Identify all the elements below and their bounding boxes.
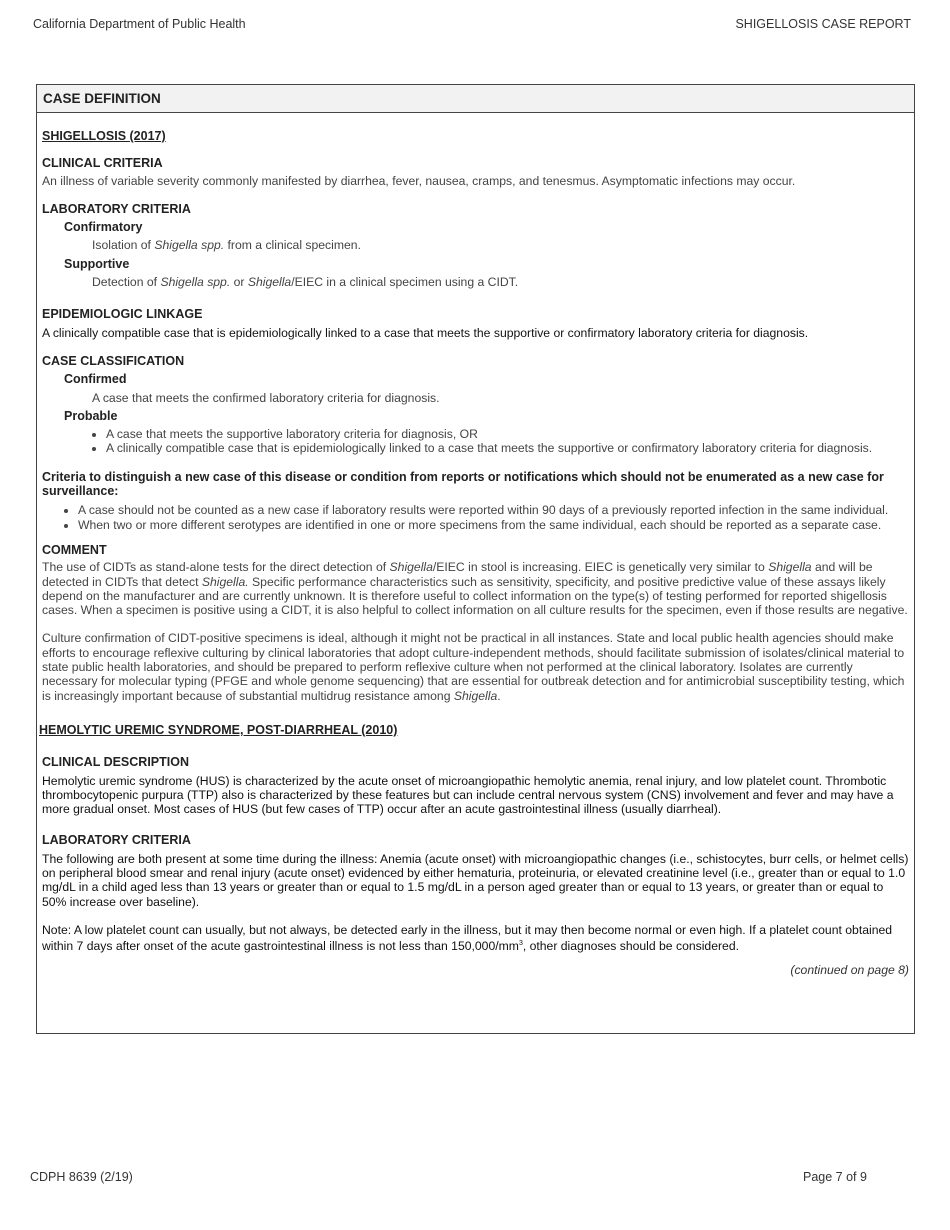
clinical-criteria-heading: CLINICAL CRITERIA: [42, 156, 163, 171]
form-number: CDPH 8639 (2/19): [30, 1170, 133, 1184]
list-item: • A case that meets the supportive laboratory criteria for diagnosis, OR: [106, 427, 909, 441]
clinical-description-heading: CLINICAL DESCRIPTION: [42, 755, 189, 770]
supportive-text: Detection of Shigella spp. or Shigella/EIEC in a clinical specimen using a CIDT.: [92, 275, 519, 290]
probable-list: [42, 427, 909, 456]
confirmed-heading: Confirmed: [64, 372, 127, 387]
list-item: • A case should not be counted as a new case if laboratory results were reported within 90 days of a previously reported infection in the same individual.: [78, 503, 909, 517]
list-item: • A clinically compatible case that is epidemiologically linked to a case that meets the supportive or confirmatory laboratory criteria for diagnosis.: [106, 441, 909, 455]
confirmatory-text: Isolation of Shigella spp. from a clinical specimen.: [92, 238, 361, 253]
section-title-hus: HEMOLYTIC UREMIC SYNDROME, POST-DIARRHEAL (2010): [39, 722, 398, 737]
box-content: [37, 129, 914, 977]
epi-linkage-text: A clinically compatible case that is epidemiologically linked to a case that meets the supportive or confirmatory laboratory criteria for diagnosis.: [42, 325, 809, 340]
new-case-criteria-heading: Criteria to distinguish a new case of this disease or condition from reports or notifications which should not be enumerated as a new case for surveillance:: [42, 469, 884, 499]
confirmatory-heading: Confirmatory: [64, 220, 143, 235]
hus-lab-criteria-text: The following are both present at some time during the illness: Anemia (acute onset) with microangiopathic changes (i.e., schistocytes, burr cells, or helmet cells) on peripheral blood smear and renal injury (acute onset) evidenced by either hematuria, proteinuria, or elevated creatinine level (i.e., greater than or equal to 1.0 mg/dL in a child aged less than 13 years or greater than or equal to 1.5 mg/dL in a person aged greater than or equal to 13 years, or greater than or equal to 50% increase over baseline).: [42, 851, 909, 909]
clinical-criteria-text: An illness of variable severity commonly manifested by diarrhea, fever, nausea, cramps, and tenesmus. Asymptomatic infections may occur.: [42, 173, 796, 188]
probable-heading: Probable: [64, 408, 118, 423]
supportive-heading: Supportive: [64, 256, 130, 271]
hus-lab-criteria-heading: LABORATORY CRITERIA: [42, 833, 191, 848]
header-agency: California Department of Public Health: [33, 17, 246, 31]
box-title: CASE DEFINITION: [37, 85, 914, 113]
comment-heading: COMMENT: [42, 542, 107, 557]
confirmed-text: A case that meets the confirmed laboratory criteria for diagnosis.: [92, 390, 440, 405]
case-definition-box: [36, 84, 915, 1034]
clinical-description-text: Hemolytic uremic syndrome (HUS) is characterized by the acute onset of microangiopathic hemolytic anemia, renal injury, and low platelet count. Thrombotic thrombocytopenic purpura (TTP) also is characterized by these features but can include central nervous system (CNS) involvement and fever and may have a more gradual onset. Most cases of HUS (but few cases of TTP) occur after an acute gastrointestinal illness (usually diarrheal).: [42, 773, 894, 817]
case-classification-heading: CASE CLASSIFICATION: [42, 353, 185, 368]
epi-linkage-heading: EPIDEMIOLOGIC LINKAGE: [42, 307, 203, 322]
new-case-criteria-list: [42, 503, 909, 532]
header-report-title: SHIGELLOSIS CASE REPORT: [735, 17, 911, 31]
section-title-shigellosis: SHIGELLOSIS (2017): [42, 129, 166, 143]
page-number: Page 7 of 9: [803, 1170, 867, 1184]
continued-note: (continued on page 8): [790, 962, 909, 977]
comment-paragraph-1: The use of CIDTs as stand-alone tests for the direct detection of Shigella/EIEC in stool is increasing. EIEC is genetically very similar to Shigella and will be detected in CIDTs that detect Shigella. Specific performance characteristics such as sensitivity, specificity, and positive predictive value of these assays likely depend on the manufacturer and are currently unknown. It is therefore useful to collect information on the type(s) of testing performed for reported shigellosis cases. When a specimen is positive using a CIDT, it is also helpful to collect information on all culture results for the specimen, even if those results are negative.: [42, 560, 908, 618]
platelet-note: Note: A low platelet count can usually, but not always, be detected early in the illness, but it may then become normal or even high. If a platelet count obtained within 7 days after onset of the acute gastrointestinal illness is not less than $150,000/mm^3$, other diagnoses should be considered.: [42, 922, 893, 954]
list-item: • When two or more different serotypes are identified in one or more specimens from the same individual, each should be reported as a separate case.: [78, 518, 909, 532]
comment-paragraph-2: Culture confirmation of CIDT-positive specimens is ideal, although it might not be practical in all instances. State and local public health agencies should make efforts to encourage reflexive culturing by clinical laboratories that adopt culture-independent methods, should facilitate submission of isolates/clinical material to state public health laboratories, and should be prepared to perform reflexive culture when not performed at the clinical laboratory. Isolates are currently necessary for molecular typing (PFGE and whole genome sequencing) that are essential for outbreak detection and for antimicrobial susceptibility testing, which is increasingly important because of substantial multidrug resistance among Shigella.: [42, 631, 905, 703]
lab-criteria-heading: LABORATORY CRITERIA: [42, 201, 191, 216]
